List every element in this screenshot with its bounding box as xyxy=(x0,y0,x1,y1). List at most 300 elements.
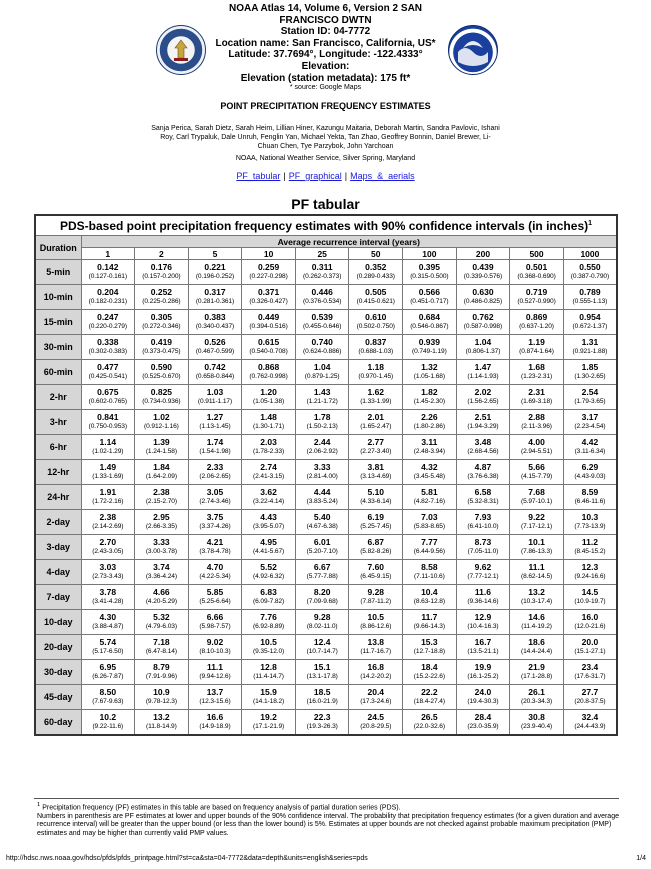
elevation: Elevation: xyxy=(301,60,350,72)
pf-confidence-range: (1.45-2.30) xyxy=(413,398,445,405)
pf-confidence-range: (7.09-9.68) xyxy=(306,598,338,605)
pf-estimate: 16.0 xyxy=(581,612,599,622)
pf-cell xyxy=(403,360,457,385)
footnote xyxy=(37,801,619,838)
ari-header: Average recurrence interval (years) xyxy=(81,236,617,248)
pf-estimate: 27.7 xyxy=(581,687,599,697)
pf-cell xyxy=(81,260,135,285)
table-row xyxy=(35,310,617,335)
pf-confidence-range: (0.734-0.936) xyxy=(142,398,181,405)
pf-confidence-range: (9.94-12.6) xyxy=(199,673,231,680)
pf-cell xyxy=(135,460,189,485)
pf-estimate: 1.04 xyxy=(474,337,492,347)
table-row xyxy=(35,660,617,685)
pf-confidence-range: (1.65-2.47) xyxy=(360,423,392,430)
duration-label: 60-day xyxy=(35,710,81,736)
duration-label: 3-hr xyxy=(35,410,81,435)
pf-cell xyxy=(188,535,242,560)
pf-estimate: 0.939 xyxy=(418,337,440,347)
pf-cell xyxy=(349,635,403,660)
pf-confidence-range: (2.27-3.40) xyxy=(360,448,392,455)
table-row xyxy=(35,710,617,736)
pf-confidence-range: (0.467-0.599) xyxy=(195,348,235,355)
pf-confidence-range: (11.8-14.9) xyxy=(146,723,177,730)
pf-confidence-range: (2.48-3.94) xyxy=(413,448,445,455)
pf-confidence-range: (3.11-6.34) xyxy=(574,448,606,455)
pf-estimate: 24.0 xyxy=(474,687,492,697)
link-separator: | xyxy=(344,171,348,181)
pf-estimate: 3.05 xyxy=(206,487,224,497)
pf-confidence-range: (1.72-2.16) xyxy=(92,498,124,505)
pf-cell xyxy=(563,435,617,460)
duration-label: 2-day xyxy=(35,510,81,535)
pf-estimate: 6.95 xyxy=(99,662,117,672)
pf-cell xyxy=(456,685,510,710)
pf-cell xyxy=(403,560,457,585)
pf-confidence-range: (1.54-1.98) xyxy=(199,448,231,455)
pf-estimate: 12.4 xyxy=(313,637,331,647)
pf-cell xyxy=(81,410,135,435)
pf-confidence-range: (7.17-12.1) xyxy=(520,523,553,530)
pf-cell xyxy=(563,610,617,635)
duration-header: Duration xyxy=(35,236,81,260)
pf-cell xyxy=(242,660,296,685)
pf-cell xyxy=(349,360,403,385)
pf-confidence-range: (1.30-2.65) xyxy=(574,373,606,380)
pf-confidence-range: (0.262-0.373) xyxy=(303,273,342,280)
table-row xyxy=(35,335,617,360)
pf-cell xyxy=(188,260,242,285)
pf-cell xyxy=(188,485,242,510)
pf-cell xyxy=(188,660,242,685)
pf-cell xyxy=(456,660,510,685)
pf-confidence-range: (5.25-6.64) xyxy=(199,598,231,605)
pf-cell xyxy=(510,260,564,285)
pf-cell xyxy=(456,635,510,660)
pf-cell xyxy=(456,335,510,360)
pf-confidence-range: (0.220-0.279) xyxy=(88,323,127,330)
pf-confidence-range: (2.81-4.00) xyxy=(306,473,338,480)
pf-confidence-range: (15.2-22.6) xyxy=(413,673,445,680)
pf-confidence-range: (1.13-1.45) xyxy=(199,423,231,430)
table-row xyxy=(35,610,617,635)
pf-cell xyxy=(81,335,135,360)
pf-cell xyxy=(242,335,296,360)
pf-confidence-range: (15.1-27.1) xyxy=(574,648,606,655)
pf-estimate: 6.58 xyxy=(474,487,492,497)
pf-estimate: 1.19 xyxy=(528,337,545,347)
pf-cell xyxy=(188,310,242,335)
pf-cell xyxy=(242,435,296,460)
pf-cell xyxy=(242,260,296,285)
pf-estimate: 10.5 xyxy=(367,612,385,622)
pf-estimate: 1.20 xyxy=(260,387,277,397)
authors-list: Sanja Perica, Sarah Dietz, Sarah Heim, Lillian Hiner, Kazungu Maitaria, Deborah Martin, Sandra Pavlovic, Ishani Roy, Carl Trypaluk, Dale Unruh, Fenglin Yan, Michael Yekta, Tan Zhao, Geoffrey Bonnin, Daniel Brewer, Li-Chuan Chen, Tye Parzybok, John Yarchoan xyxy=(151,125,500,150)
pf-estimate: 1.14 xyxy=(99,437,117,447)
duration-label: 10-day xyxy=(35,610,81,635)
pf-estimate: 9.02 xyxy=(206,637,224,647)
pf-confidence-range: (9.22-11.6) xyxy=(92,723,124,730)
duration-label: 10-min xyxy=(35,285,81,310)
pf-estimate: 20.4 xyxy=(367,687,385,697)
pf-confidence-range: (2.66-3.35) xyxy=(145,523,177,530)
pf-cell xyxy=(510,635,564,660)
pf-confidence-range: (1.05-1.68) xyxy=(413,373,445,380)
pf-estimate: 4.87 xyxy=(474,462,492,472)
pf-estimate: 23.4 xyxy=(581,662,599,672)
pf-confidence-range: (5.83-8.65) xyxy=(413,523,445,530)
caption-footnote-mark: 1 xyxy=(588,219,593,227)
pf-confidence-range: (3.88-4.87) xyxy=(92,623,124,630)
pf-estimate: 1.47 xyxy=(474,362,492,372)
period-header: 10 xyxy=(242,248,296,260)
pf-confidence-range: (0.688-1.03) xyxy=(358,348,394,355)
pf-cell xyxy=(403,285,457,310)
pf-cell xyxy=(135,360,189,385)
pf-cell xyxy=(510,510,564,535)
pf-cell xyxy=(563,560,617,585)
pf-cell xyxy=(295,260,349,285)
pf-estimate: 16.7 xyxy=(474,637,492,647)
duration-label: 6-hr xyxy=(35,435,81,460)
duration-label: 4-day xyxy=(35,560,81,585)
pf-cell xyxy=(349,410,403,435)
table-row xyxy=(35,435,617,460)
pf-cell xyxy=(135,410,189,435)
table-row xyxy=(35,385,617,410)
pf-confidence-range: (7.73-13.9) xyxy=(574,523,606,530)
pf-cell xyxy=(295,460,349,485)
pf-confidence-range: (5.98-7.57) xyxy=(199,623,231,630)
pf-cell xyxy=(242,610,296,635)
pf-cell xyxy=(295,335,349,360)
pf-estimate: 2.38 xyxy=(153,487,170,497)
pf-confidence-range: (10.3-17.4) xyxy=(520,598,553,605)
pf-estimate: 1.04 xyxy=(313,362,331,372)
pf-estimate: 1.31 xyxy=(581,337,599,347)
pf-confidence-range: (1.33-1.99) xyxy=(360,398,392,405)
pf-cell xyxy=(135,685,189,710)
table-row xyxy=(35,685,617,710)
pf-cell xyxy=(563,685,617,710)
pf-estimate: 24.5 xyxy=(367,712,385,722)
pf-cell xyxy=(81,385,135,410)
pf-estimate: 0.176 xyxy=(150,262,173,272)
pf-cell xyxy=(510,660,564,685)
pf-cell xyxy=(403,610,457,635)
pf-confidence-range: (12.0-21.6) xyxy=(574,623,606,630)
pf-confidence-range: (0.387-0.790) xyxy=(570,273,610,280)
pf-estimate: 10.3 xyxy=(581,512,599,522)
pf-estimate: 9.28 xyxy=(367,587,385,597)
pf-confidence-range: (12.3-15.6) xyxy=(199,698,231,705)
pf-confidence-range: (0.182-0.231) xyxy=(88,298,127,305)
pf-confidence-range: (0.281-0.361) xyxy=(195,298,235,305)
pf-estimate: 2.74 xyxy=(260,462,277,472)
pf-confidence-range: (0.970-1.45) xyxy=(358,373,394,380)
pf-cell xyxy=(188,635,242,660)
pf-confidence-range: (1.33-1.69) xyxy=(92,473,124,480)
pf-estimate: 0.371 xyxy=(257,287,280,297)
pf-confidence-range: (0.326-0.427) xyxy=(249,298,288,305)
pf-confidence-range: (0.376-0.534) xyxy=(303,298,342,305)
footnote-1: $^1$ Precipitation frequency (PF) estimates in this table are based on frequency analysis of partial duration series (PDS). xyxy=(37,802,401,812)
table-row xyxy=(35,585,617,610)
pf-cell xyxy=(81,560,135,585)
pf-cell xyxy=(510,335,564,360)
pf-confidence-range: (0.451-0.717) xyxy=(410,298,449,305)
pf-estimate: 13.7 xyxy=(206,687,224,697)
pf-estimate: 5.66 xyxy=(528,462,545,472)
organization: NOAA, National Weather Service, Silver Spring, Maryland xyxy=(235,155,416,162)
pf-estimate: 0.305 xyxy=(150,312,173,322)
pf-cell xyxy=(563,710,617,736)
pf-estimate: 18.5 xyxy=(313,687,331,697)
pf-confidence-range: (16.0-21.9) xyxy=(306,698,338,705)
pf-confidence-range: (9.36-14.6) xyxy=(467,598,499,605)
pf-estimate: 0.868 xyxy=(257,362,280,372)
pf-estimate: 8.59 xyxy=(581,487,599,497)
pf-cell xyxy=(188,510,242,535)
pf-estimate: 7.60 xyxy=(367,562,385,572)
pf-confidence-range: (1.64-2.09) xyxy=(145,473,177,480)
pf-cell xyxy=(81,285,135,310)
pf-cell xyxy=(295,360,349,385)
pf-estimate: 11.6 xyxy=(474,587,491,597)
pf-cell xyxy=(563,535,617,560)
pf-estimate: 3.48 xyxy=(474,437,492,447)
pf-confidence-range: (20.8-29.5) xyxy=(360,723,392,730)
pf-estimate: 16.6 xyxy=(206,712,224,722)
pf-confidence-range: (2.94-5.51) xyxy=(520,448,553,455)
pf-estimate: 10.5 xyxy=(260,637,277,647)
pf-estimate: 1.49 xyxy=(99,462,117,472)
pf-estimate: 10.2 xyxy=(99,712,117,722)
pf-estimate: 2.31 xyxy=(528,387,545,397)
pf-cell xyxy=(403,310,457,335)
pf-confidence-range: (0.879-1.25) xyxy=(304,373,340,380)
source-note: * source: Google Maps xyxy=(289,84,362,92)
pf-confidence-range: (0.415-0.621) xyxy=(356,298,395,305)
pf-confidence-range: (20.8-37.5) xyxy=(574,698,606,705)
period-header: 100 xyxy=(403,248,457,260)
pf-confidence-range: (8.62-14.5) xyxy=(520,573,553,580)
pf-estimate: 1.02 xyxy=(153,412,170,422)
lat-long: Latitude: 37.7694°, Longitude: -122.4333° xyxy=(228,49,423,61)
pf-confidence-range: (5.97-10.1) xyxy=(520,498,553,505)
pf-confidence-range: (17.1-21.9) xyxy=(253,723,285,730)
pf-cell xyxy=(135,285,189,310)
pf-cell xyxy=(295,285,349,310)
pf-cell xyxy=(456,610,510,635)
duration-label: 12-hr xyxy=(35,460,81,485)
pf-confidence-range: (11.4-19.2) xyxy=(521,623,552,630)
pf-confidence-range: (17.1-28.8) xyxy=(520,673,553,680)
table-row xyxy=(35,485,617,510)
pf-estimate: 1.84 xyxy=(153,462,170,472)
pf-estimate: 3.75 xyxy=(206,512,224,522)
pf-cell xyxy=(349,585,403,610)
pf-estimate: 0.526 xyxy=(204,337,226,347)
pf-cell xyxy=(242,285,296,310)
table-row xyxy=(35,260,617,285)
pf-estimate: 1.32 xyxy=(421,362,438,372)
pf-estimate: 2.03 xyxy=(260,437,277,447)
pf-confidence-range: (1.69-3.18) xyxy=(520,398,553,405)
pf-confidence-range: (0.624-0.886) xyxy=(303,348,342,355)
pf-cell xyxy=(510,385,564,410)
pf-cell xyxy=(242,360,296,385)
pf-confidence-range: (9.24-16.6) xyxy=(574,573,606,580)
pf-estimate: 18.6 xyxy=(528,637,545,647)
pf-cell xyxy=(81,635,135,660)
pf-cell xyxy=(563,485,617,510)
pf-estimate: 2.33 xyxy=(206,462,224,472)
pf-estimate: 15.1 xyxy=(313,662,331,672)
pf-estimate: 0.449 xyxy=(257,312,280,322)
pf-cell xyxy=(242,410,296,435)
pf-estimate: 4.44 xyxy=(313,487,331,497)
pf-estimate: 5.40 xyxy=(313,512,331,522)
pf-cell xyxy=(403,585,457,610)
pf-cell xyxy=(135,660,189,685)
pf-cell xyxy=(188,560,242,585)
pf-confidence-range: (0.225-0.286) xyxy=(142,298,181,305)
pf-estimate: 0.439 xyxy=(472,262,494,272)
pf-cell xyxy=(81,510,135,535)
pf-cell xyxy=(188,410,242,435)
footnote-divider xyxy=(34,798,619,799)
pf-confidence-range: (6.45-9.15) xyxy=(360,573,392,580)
pf-estimate: 0.762 xyxy=(472,312,494,322)
pf-confidence-range: (2.06-2.65) xyxy=(199,473,231,480)
pf-estimate: 28.4 xyxy=(474,712,492,722)
pf-confidence-range: (13.5-21.1) xyxy=(467,648,499,655)
pf-cell xyxy=(403,435,457,460)
pf-cell xyxy=(242,635,296,660)
pf-tabular-link[interactable]: PF_tabular xyxy=(236,171,281,181)
pf-confidence-range: (4.67-6.38) xyxy=(306,523,338,530)
pf-cell xyxy=(563,635,617,660)
maps-aerials-link[interactable]: Maps_&_aerials xyxy=(350,171,415,181)
pf-estimate: 0.419 xyxy=(150,337,173,347)
pf-cell xyxy=(403,635,457,660)
pf-estimate: 3.17 xyxy=(581,412,599,422)
table-row xyxy=(35,510,617,535)
pf-estimate: 15.3 xyxy=(421,637,438,647)
pf-estimate: 11.1 xyxy=(528,562,545,572)
pf-confidence-range: (23.9-40.4) xyxy=(520,723,553,730)
pf-estimate: 13.8 xyxy=(367,637,385,647)
pf-confidence-range: (3.13-4.69) xyxy=(360,473,392,480)
pf-cell xyxy=(188,360,242,385)
pf-estimate: 6.19 xyxy=(367,512,385,522)
pf-confidence-range: (4.22-5.34) xyxy=(199,573,231,580)
pf-cell xyxy=(349,510,403,535)
pf-confidence-range: (1.14-1.93) xyxy=(467,373,499,380)
pf-cell xyxy=(510,360,564,385)
pf-cell xyxy=(403,660,457,685)
pf-confidence-range: (17.3-24.6) xyxy=(360,698,392,705)
pf-estimate: 7.68 xyxy=(528,487,545,497)
pf-estimate: 6.83 xyxy=(260,587,277,597)
pf-cell xyxy=(295,410,349,435)
pf-estimate: 4.43 xyxy=(260,512,277,522)
pf-estimate: 0.252 xyxy=(150,287,173,297)
pf-confidence-range: (18.4-27.4) xyxy=(413,698,445,705)
pf-confidence-range: (0.455-0.646) xyxy=(303,323,342,330)
pf-estimate: 0.789 xyxy=(579,287,601,297)
pf-confidence-range: (0.540-0.708) xyxy=(249,348,288,355)
pf-estimate: 5.85 xyxy=(206,587,224,597)
duration-label: 3-day xyxy=(35,535,81,560)
pf-confidence-range: (1.79-3.65) xyxy=(574,398,606,405)
pf-cell xyxy=(188,610,242,635)
pf-cell xyxy=(510,685,564,710)
pf-cell xyxy=(456,260,510,285)
pf-graphical-link[interactable]: PF_graphical xyxy=(288,171,342,181)
pf-estimate: 15.9 xyxy=(260,687,277,697)
pf-estimate: 3.81 xyxy=(367,462,385,472)
pf-confidence-range: (9.35-12.0) xyxy=(253,648,285,655)
pf-estimate: 0.311 xyxy=(311,262,333,272)
pf-confidence-range: (3.76-6.38) xyxy=(467,473,499,480)
pf-cell xyxy=(563,260,617,285)
pf-estimate: 10.4 xyxy=(421,587,438,597)
table-row xyxy=(35,460,617,485)
pf-cell xyxy=(295,710,349,736)
pf-estimate: 3.78 xyxy=(99,587,117,597)
duration-label: 20-day xyxy=(35,635,81,660)
pf-estimate: 0.539 xyxy=(311,312,333,322)
pf-cell xyxy=(349,260,403,285)
pf-estimate: 22.3 xyxy=(313,712,331,722)
link-separator: | xyxy=(283,171,286,181)
pf-cell xyxy=(295,560,349,585)
pf-estimate: 0.740 xyxy=(311,337,333,347)
pf-estimate: 6.67 xyxy=(313,562,331,572)
pf-cell xyxy=(349,435,403,460)
pf-confidence-range: (0.502-0.750) xyxy=(356,323,395,330)
table-row xyxy=(35,410,617,435)
pf-estimate: 0.446 xyxy=(311,287,333,297)
pf-confidence-range: (0.637-1.20) xyxy=(519,323,554,330)
pf-confidence-range: (2.73-3.43) xyxy=(92,573,124,580)
pf-cell xyxy=(295,435,349,460)
pf-cell xyxy=(403,460,457,485)
pf-confidence-range: (0.339-0.576) xyxy=(463,273,503,280)
page-footer xyxy=(6,855,646,862)
pf-estimate: 0.395 xyxy=(418,262,440,272)
pf-estimate: 7.18 xyxy=(153,637,170,647)
pf-confidence-range: (0.527-0.990) xyxy=(517,298,556,305)
pf-confidence-range: (1.78-2.33) xyxy=(253,448,285,455)
pf-cell xyxy=(135,585,189,610)
pf-estimate: 2.95 xyxy=(153,512,170,522)
pf-confidence-range: (0.157-0.200) xyxy=(142,273,181,280)
pf-cell xyxy=(81,535,135,560)
duration-label: 45-day xyxy=(35,685,81,710)
pf-estimate: 0.610 xyxy=(365,312,387,322)
pf-estimate: 6.66 xyxy=(206,612,224,622)
pf-estimate: 5.10 xyxy=(367,487,385,497)
pf-confidence-range: (0.196-0.252) xyxy=(195,273,235,280)
pf-estimate: 2.77 xyxy=(367,437,385,447)
pf-confidence-range: (17.6-31.7) xyxy=(574,673,606,680)
pf-estimate: 8.20 xyxy=(313,587,331,597)
pf-cell xyxy=(349,460,403,485)
pf-estimate: 1.78 xyxy=(313,412,331,422)
